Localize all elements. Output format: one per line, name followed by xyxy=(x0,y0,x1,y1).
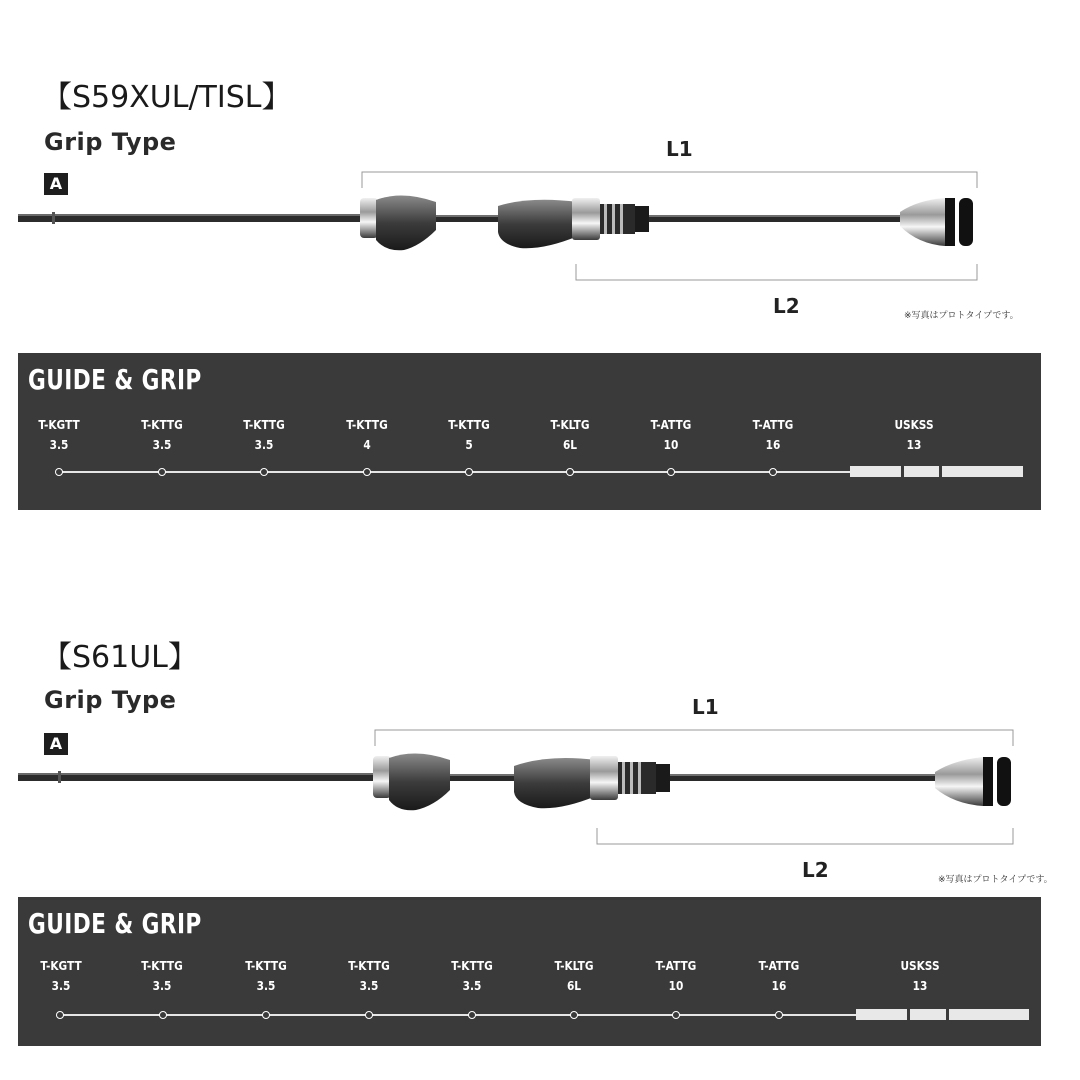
grip-spec: USKSS 13 xyxy=(894,418,934,452)
l2-label: L2 xyxy=(802,858,829,882)
panel-title: GUIDE & GRIP xyxy=(28,907,202,940)
guide-dot xyxy=(468,1011,476,1019)
guide-spec: T-ATTG 16 xyxy=(758,959,800,993)
guide-spec: T-KGTT 3.5 xyxy=(38,418,80,452)
l1-label: L1 xyxy=(666,137,693,161)
reel-seat-grip xyxy=(514,758,596,808)
grip-segment xyxy=(949,1009,1029,1020)
guide-dot xyxy=(262,1011,270,1019)
grip-type-label: Grip Type xyxy=(44,686,177,714)
grip-spec: USKSS 13 xyxy=(900,959,940,993)
model-name: 【S59XUL/TISL】 xyxy=(42,80,292,115)
fore-grip xyxy=(389,753,450,810)
grip-type-badge: A xyxy=(44,733,68,755)
model-name: 【S61UL】 xyxy=(42,640,198,675)
guide-grip-panel xyxy=(18,897,1041,1046)
guide-dot xyxy=(570,1011,578,1019)
guide-spec: T-KTTG 3.5 xyxy=(243,418,285,452)
l2-label: L2 xyxy=(773,294,800,318)
guide-dot xyxy=(365,1011,373,1019)
guide-line xyxy=(60,1014,858,1016)
prototype-note: ※写真はプロトタイプです。 xyxy=(938,875,1053,885)
guide-spec: T-KTTG 3.5 xyxy=(141,418,183,452)
guide-dot xyxy=(672,1011,680,1019)
rod-image xyxy=(0,700,1080,900)
guide-spec: T-KTTG 3.5 xyxy=(348,959,390,993)
guide-spec: T-KTTG 3.5 xyxy=(141,959,183,993)
guide-spec: T-KTTG 3.5 xyxy=(245,959,287,993)
panel-title: GUIDE & GRIP xyxy=(28,363,202,396)
l2-bracket xyxy=(597,828,1013,844)
guide-dot xyxy=(775,1011,783,1019)
guide-dot xyxy=(56,1011,64,1019)
guide-spec: T-ATTG 16 xyxy=(752,418,794,452)
guide-spec: T-KTTG 4 xyxy=(346,418,388,452)
guide-spec: T-KLTG 6L xyxy=(554,959,594,993)
l1-bracket xyxy=(375,730,1013,746)
grip-segment xyxy=(856,1009,907,1020)
l1-label: L1 xyxy=(692,695,719,719)
butt-cap xyxy=(935,757,983,806)
guide-spec: T-KGTT 3.5 xyxy=(40,959,82,993)
grip-type-label: Grip Type xyxy=(44,128,177,156)
guide-spec: T-ATTG 10 xyxy=(655,959,697,993)
grip-type-badge: A xyxy=(44,173,68,195)
grip-segment xyxy=(910,1009,946,1020)
guide-spec: T-ATTG 10 xyxy=(650,418,692,452)
guide-spec: T-KLTG 6L xyxy=(550,418,590,452)
prototype-note: ※写真はプロトタイプです。 xyxy=(904,311,1019,321)
guide-spec: T-KTTG 3.5 xyxy=(451,959,493,993)
guide-spec: T-KTTG 5 xyxy=(448,418,490,452)
guide-dot xyxy=(159,1011,167,1019)
